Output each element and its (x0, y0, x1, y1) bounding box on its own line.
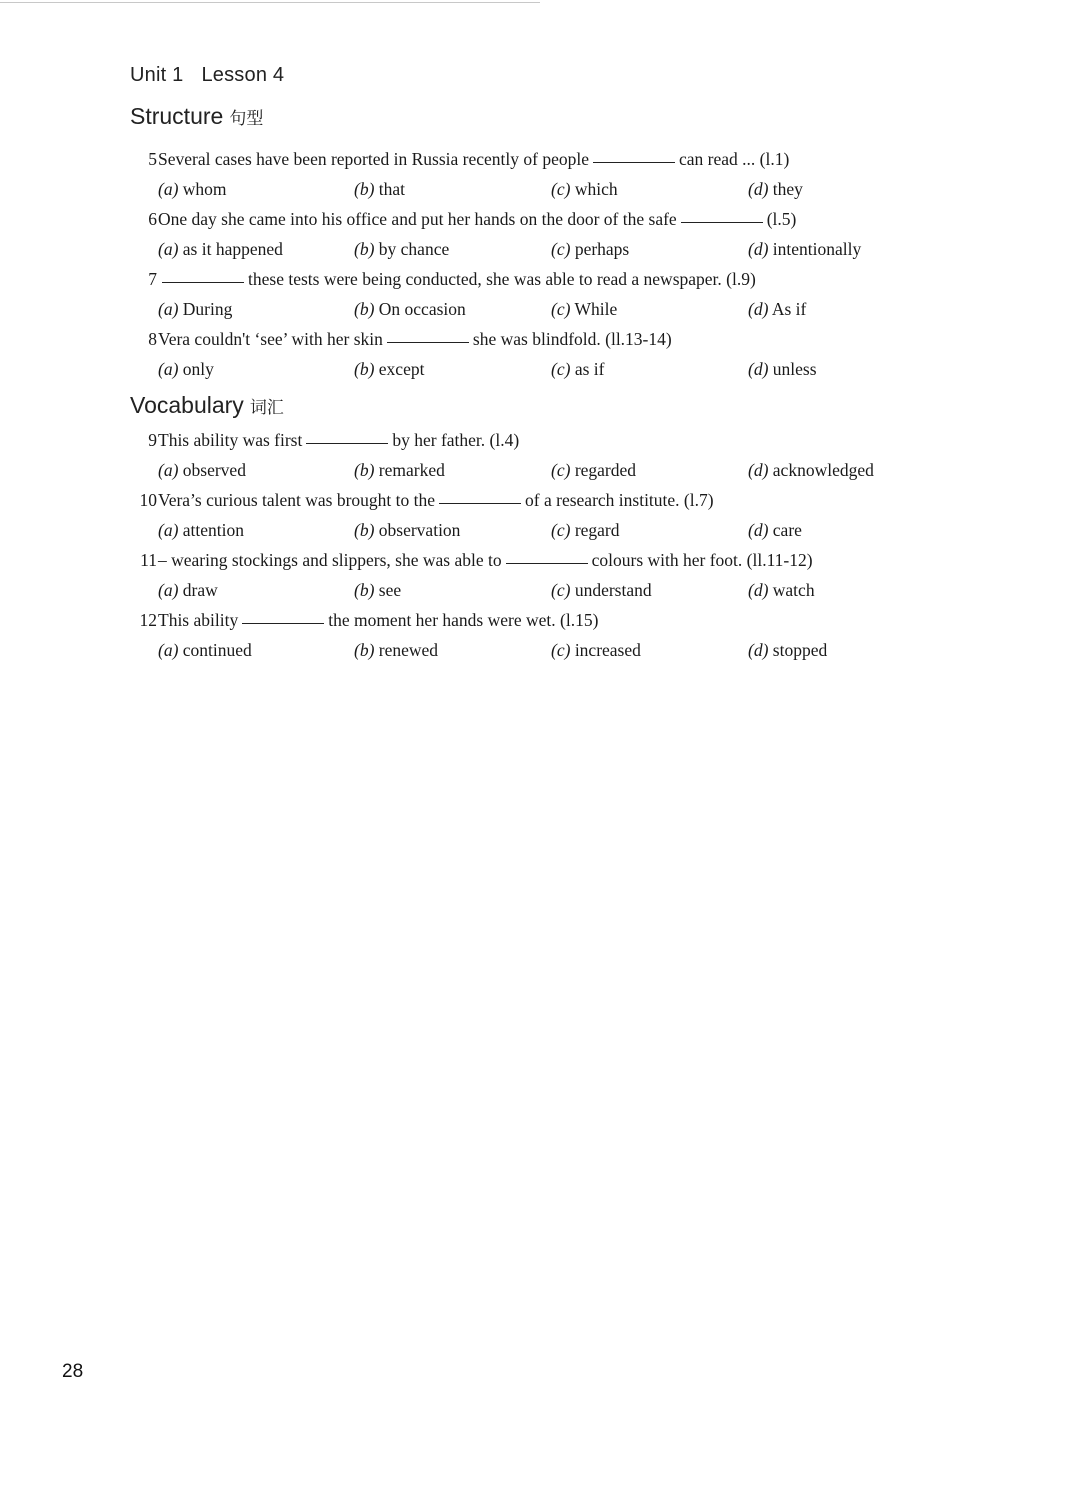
answer-blank (242, 605, 324, 624)
lesson-label: Lesson 4 (201, 64, 285, 86)
option-text: watch (772, 580, 815, 600)
option-a (158, 175, 227, 203)
question-text-after: can read ... (l.1) (679, 149, 790, 169)
question-number: 9 (148, 430, 157, 450)
unit-label: Unit 1 (130, 64, 184, 86)
answer-blank (306, 425, 388, 444)
structure-title-cn: 句型 (229, 109, 264, 129)
option-a (158, 295, 232, 323)
vocabulary-title-cn: 词汇 (249, 398, 284, 418)
option-letter: (c) (551, 299, 571, 319)
question-line (130, 426, 930, 456)
option-c (551, 516, 620, 544)
question-number: 11 (140, 550, 157, 570)
options-row (130, 355, 930, 385)
option-letter: (d) (748, 299, 769, 319)
question-text-after: of a research institute. (l.7) (525, 490, 714, 510)
question-text-after: colours with her foot. (ll.11-12) (591, 550, 813, 570)
option-text: continued (182, 640, 252, 660)
option-text: stopped (772, 640, 828, 660)
option-b (354, 636, 438, 664)
option-b (354, 516, 460, 544)
option-letter: (a) (158, 359, 179, 379)
option-letter: (b) (354, 640, 375, 660)
option-d (748, 355, 817, 383)
option-text: understand (574, 580, 652, 600)
option-text: which (574, 179, 618, 199)
options-row (130, 235, 930, 265)
question-number: 10 (139, 490, 157, 510)
option-text: remarked (378, 460, 445, 480)
option-text: regarded (574, 460, 637, 480)
option-letter: (a) (158, 239, 179, 259)
option-b (354, 576, 401, 604)
top-divider (0, 2, 540, 3)
option-b (354, 295, 466, 323)
option-a (158, 456, 246, 484)
option-text: except (378, 359, 425, 379)
option-b (354, 175, 405, 203)
option-text: as it happened (182, 239, 283, 259)
vocabulary-title: Vocabulary (130, 392, 244, 418)
option-text: by chance (378, 239, 450, 259)
option-d (748, 516, 802, 544)
option-b (354, 355, 424, 383)
option-text: While (574, 299, 618, 319)
question-number: 5 (148, 149, 157, 169)
question-number: 6 (148, 209, 157, 229)
option-letter: (a) (158, 299, 179, 319)
option-c (551, 175, 618, 203)
option-text: as if (574, 359, 605, 379)
structure-title: Structure (130, 103, 224, 129)
question-line (130, 205, 930, 235)
option-c (551, 235, 629, 263)
option-text: draw (182, 580, 218, 600)
option-letter: (a) (158, 580, 179, 600)
option-text: observation (378, 520, 461, 540)
option-text: only (182, 359, 214, 379)
question-text-before: Several cases have been reported in Russia recently of people (158, 149, 590, 169)
question-text-before: One day she came into his office and put her hands on the door of the safe (158, 209, 677, 229)
option-text: unless (772, 359, 817, 379)
question-line (130, 145, 930, 175)
option-letter: (b) (354, 299, 375, 319)
structure-questions (130, 145, 930, 385)
question-number: 12 (139, 610, 157, 630)
answer-blank (506, 545, 588, 564)
option-d (748, 175, 803, 203)
answer-blank (593, 144, 675, 163)
option-a (158, 576, 218, 604)
option-b (354, 456, 445, 484)
option-a (158, 355, 214, 383)
option-d (748, 636, 827, 664)
option-text: attention (182, 520, 245, 540)
option-c (551, 576, 652, 604)
options-row (130, 295, 930, 325)
option-letter: (c) (551, 460, 571, 480)
option-letter: (d) (748, 359, 769, 379)
options-row (130, 516, 930, 546)
option-text: increased (574, 640, 641, 660)
option-letter: (a) (158, 640, 179, 660)
question-line (130, 325, 930, 355)
option-a (158, 516, 244, 544)
unit-lesson-header (130, 64, 284, 87)
option-text: During (182, 299, 233, 319)
option-letter: (b) (354, 520, 375, 540)
option-a (158, 235, 283, 263)
question-text-after: by her father. (l.4) (392, 430, 520, 450)
answer-blank (387, 324, 469, 343)
question-text-after: the moment her hands were wet. (l.15) (328, 610, 599, 630)
option-letter: (d) (748, 520, 769, 540)
question-text-before: This ability was first (158, 430, 303, 450)
option-text: that (378, 179, 406, 199)
question-text-after: (l.5) (766, 209, 797, 229)
option-letter: (b) (354, 239, 375, 259)
answer-blank (162, 264, 244, 283)
option-text: regard (574, 520, 620, 540)
option-text: observed (182, 460, 246, 480)
options-row (130, 576, 930, 606)
option-text: On occasion (378, 299, 466, 319)
option-letter: (d) (748, 239, 769, 259)
option-d (748, 235, 861, 263)
option-letter: (a) (158, 179, 179, 199)
option-letter: (a) (158, 460, 179, 480)
vocabulary-heading (130, 392, 284, 419)
option-c (551, 295, 617, 323)
option-text: they (772, 179, 803, 199)
option-letter: (b) (354, 179, 375, 199)
question-text-before: Vera’s curious talent was brought to the (158, 490, 436, 510)
option-b (354, 235, 449, 263)
option-d (748, 456, 874, 484)
option-letter: (d) (748, 640, 769, 660)
option-text: perhaps (574, 239, 630, 259)
question-text-before: This ability (158, 610, 239, 630)
option-letter: (a) (158, 520, 179, 540)
question-line (130, 265, 930, 295)
options-row (130, 636, 930, 666)
option-text: intentionally (772, 239, 862, 259)
question-text-after: she was blindfold. (ll.13-14) (472, 329, 672, 349)
structure-heading (130, 103, 263, 130)
options-row (130, 456, 930, 486)
option-text: see (378, 580, 402, 600)
option-c (551, 456, 636, 484)
option-letter: (c) (551, 520, 571, 540)
question-number: 7 (148, 269, 157, 289)
option-text: whom (182, 179, 227, 199)
option-letter: (c) (551, 580, 571, 600)
option-letter: (b) (354, 359, 375, 379)
option-text: acknowledged (772, 460, 874, 480)
option-letter: (c) (551, 239, 571, 259)
question-line (130, 546, 930, 576)
question-text-before: – wearing stockings and slippers, she was able to (158, 550, 502, 570)
option-letter: (b) (354, 460, 375, 480)
option-letter: (d) (748, 460, 769, 480)
option-c (551, 355, 604, 383)
option-c (551, 636, 641, 664)
question-text-before: Vera couldn't ‘see’ with her skin (158, 329, 383, 349)
options-row (130, 175, 930, 205)
page-number: 28 (62, 1361, 84, 1382)
option-letter: (c) (551, 359, 571, 379)
option-text: renewed (378, 640, 439, 660)
question-line (130, 606, 930, 636)
option-text: As if (771, 299, 807, 319)
answer-blank (439, 485, 521, 504)
option-d (748, 576, 815, 604)
question-text-after: these tests were being conducted, she was able to read a newspaper. (l.9) (248, 269, 756, 289)
option-letter: (c) (551, 179, 571, 199)
question-number: 8 (148, 329, 157, 349)
option-d (748, 295, 806, 323)
option-letter: (b) (354, 580, 375, 600)
question-line (130, 486, 930, 516)
option-letter: (c) (551, 640, 571, 660)
answer-blank (681, 204, 763, 223)
option-text: care (772, 520, 802, 540)
option-a (158, 636, 252, 664)
option-letter: (d) (748, 580, 769, 600)
option-letter: (d) (748, 179, 769, 199)
vocabulary-questions (130, 426, 930, 666)
